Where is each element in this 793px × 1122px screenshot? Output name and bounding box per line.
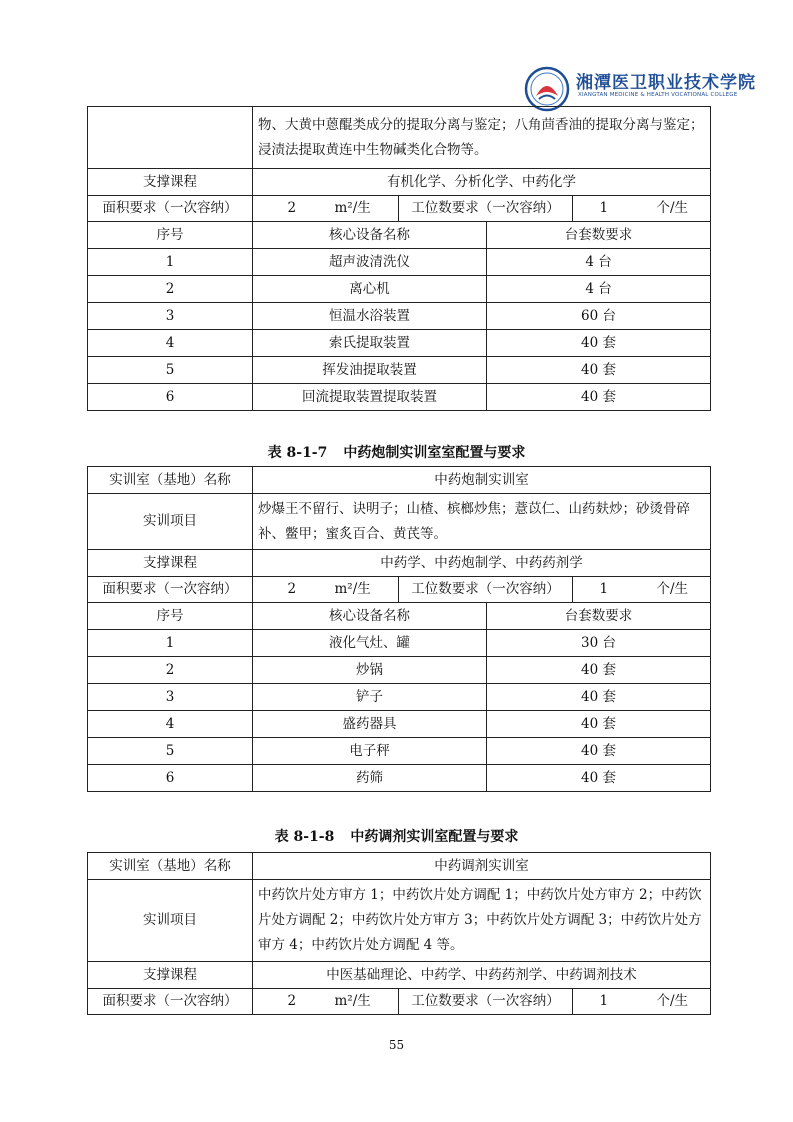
area-value: 2	[253, 577, 331, 603]
row-quantity: 40 套	[487, 357, 711, 384]
project-text: 中药饮片处方审方 1；中药饮片处方调配 1；中药饮片处方审方 2；中药饮片处方调配 2；中药饮片处方审方 3；中药饮片处方调配 3；中药饮片处方审方 4；中药饮片处方调配 4 等。	[253, 880, 711, 962]
room-value: 中药炮制实训室	[253, 467, 711, 494]
room-label: 实训室（基地）名称	[88, 467, 253, 494]
table-2-caption	[0, 442, 793, 462]
table-row	[88, 630, 711, 657]
row-index: 5	[88, 738, 253, 765]
room-value: 中药调剂实训室	[253, 853, 711, 880]
col-index-header: 序号	[88, 603, 253, 630]
col-quantity-header: 台套数要求	[487, 603, 711, 630]
area-unit: m²/生	[331, 989, 399, 1015]
row-equipment: 炒锅	[253, 657, 487, 684]
table-row	[88, 711, 711, 738]
course-label: 支撑课程	[88, 169, 253, 196]
row-index: 5	[88, 357, 253, 384]
row-quantity: 40 套	[487, 765, 711, 792]
school-name-en: XIANGTAN MEDICINE & HEALTH VOCATIONAL COLLEGE	[578, 92, 738, 98]
table-row	[88, 249, 711, 276]
row-equipment: 铲子	[253, 684, 487, 711]
area-value: 2	[253, 989, 331, 1015]
col-equipment-header: 核心设备名称	[253, 222, 487, 249]
row-quantity: 4 台	[487, 249, 711, 276]
table-1-continued	[87, 106, 711, 411]
row-quantity: 4 台	[487, 276, 711, 303]
row-equipment: 盛药器具	[253, 711, 487, 738]
project-text: 炒爆王不留行、诀明子；山楂、槟榔炒焦；薏苡仁、山药麸炒；砂烫骨碎补、鳖甲；蜜炙百合、黄芪等。	[253, 494, 711, 550]
station-label: 工位数要求（一次容纳）	[399, 989, 573, 1015]
course-value: 中医基础理论、中药学、中药药剂学、中药调剂技术	[253, 962, 711, 989]
row-quantity: 40 套	[487, 384, 711, 411]
row-index: 1	[88, 630, 253, 657]
row-index: 3	[88, 684, 253, 711]
row-equipment: 恒温水浴装置	[253, 303, 487, 330]
area-unit: m²/生	[331, 196, 399, 222]
col-index-header: 序号	[88, 222, 253, 249]
station-value: 1	[573, 577, 635, 603]
course-value: 有机化学、分析化学、中药化学	[253, 169, 711, 196]
area-value: 2	[253, 196, 331, 222]
row-equipment: 挥发油提取装置	[253, 357, 487, 384]
project-label-cell	[88, 107, 253, 169]
row-index: 2	[88, 276, 253, 303]
station-unit: 个/生	[635, 196, 711, 222]
table-row	[88, 357, 711, 384]
row-equipment: 超声波清洗仪	[253, 249, 487, 276]
table-row	[88, 684, 711, 711]
table-3-caption	[0, 826, 793, 846]
table-3	[87, 852, 711, 1015]
area-unit: m²/生	[331, 577, 399, 603]
project-label: 实训项目	[88, 494, 253, 550]
course-label: 支撑课程	[88, 550, 253, 577]
row-quantity: 60 台	[487, 303, 711, 330]
col-equipment-header: 核心设备名称	[253, 603, 487, 630]
row-quantity: 30 台	[487, 630, 711, 657]
school-name-cn: 湘潭医卫职业技术学院	[576, 73, 756, 93]
station-label: 工位数要求（一次容纳）	[399, 577, 573, 603]
row-equipment: 回流提取装置提取装置	[253, 384, 487, 411]
page-number: 55	[388, 1038, 405, 1052]
area-label: 面积要求（一次容纳）	[88, 196, 253, 222]
course-value: 中药学、中药炮制学、中药药剂学	[253, 550, 711, 577]
table-row	[88, 738, 711, 765]
col-quantity-header: 台套数要求	[487, 222, 711, 249]
row-quantity: 40 套	[487, 684, 711, 711]
table-row	[88, 276, 711, 303]
caption-number: 表 8-1-8	[274, 829, 335, 845]
room-label: 实训室（基地）名称	[88, 853, 253, 880]
row-equipment: 离心机	[253, 276, 487, 303]
row-quantity: 40 套	[487, 330, 711, 357]
row-equipment: 索氏提取装置	[253, 330, 487, 357]
row-equipment: 药筛	[253, 765, 487, 792]
row-index: 6	[88, 384, 253, 411]
caption-title: 中药炮制实训室室配置与要求	[343, 445, 526, 461]
row-quantity: 40 套	[487, 657, 711, 684]
station-unit: 个/生	[635, 577, 711, 603]
table-row	[88, 303, 711, 330]
area-label: 面积要求（一次容纳）	[88, 989, 253, 1015]
caption-number: 表 8-1-7	[267, 445, 328, 461]
row-index: 4	[88, 330, 253, 357]
station-value: 1	[573, 989, 635, 1015]
table-row	[88, 330, 711, 357]
row-index: 3	[88, 303, 253, 330]
project-text: 物、大黄中蒽醌类成分的提取分离与鉴定；八角茴香油的提取分离与鉴定；浸渍法提取黄连中生物碱类化合物等。	[253, 107, 711, 169]
row-index: 6	[88, 765, 253, 792]
row-index: 2	[88, 657, 253, 684]
row-index: 4	[88, 711, 253, 738]
row-index: 1	[88, 249, 253, 276]
row-quantity: 40 套	[487, 738, 711, 765]
course-label: 支撑课程	[88, 962, 253, 989]
table-row	[88, 384, 711, 411]
table-row	[88, 657, 711, 684]
station-value: 1	[573, 196, 635, 222]
row-quantity: 40 套	[487, 711, 711, 738]
station-label: 工位数要求（一次容纳）	[399, 196, 573, 222]
table-2	[87, 466, 711, 792]
area-label: 面积要求（一次容纳）	[88, 577, 253, 603]
caption-title: 中药调剂实训室配置与要求	[350, 829, 519, 845]
project-label: 实训项目	[88, 880, 253, 962]
table-row	[88, 765, 711, 792]
row-equipment: 电子秤	[253, 738, 487, 765]
row-equipment: 液化气灶、罐	[253, 630, 487, 657]
station-unit: 个/生	[635, 989, 711, 1015]
